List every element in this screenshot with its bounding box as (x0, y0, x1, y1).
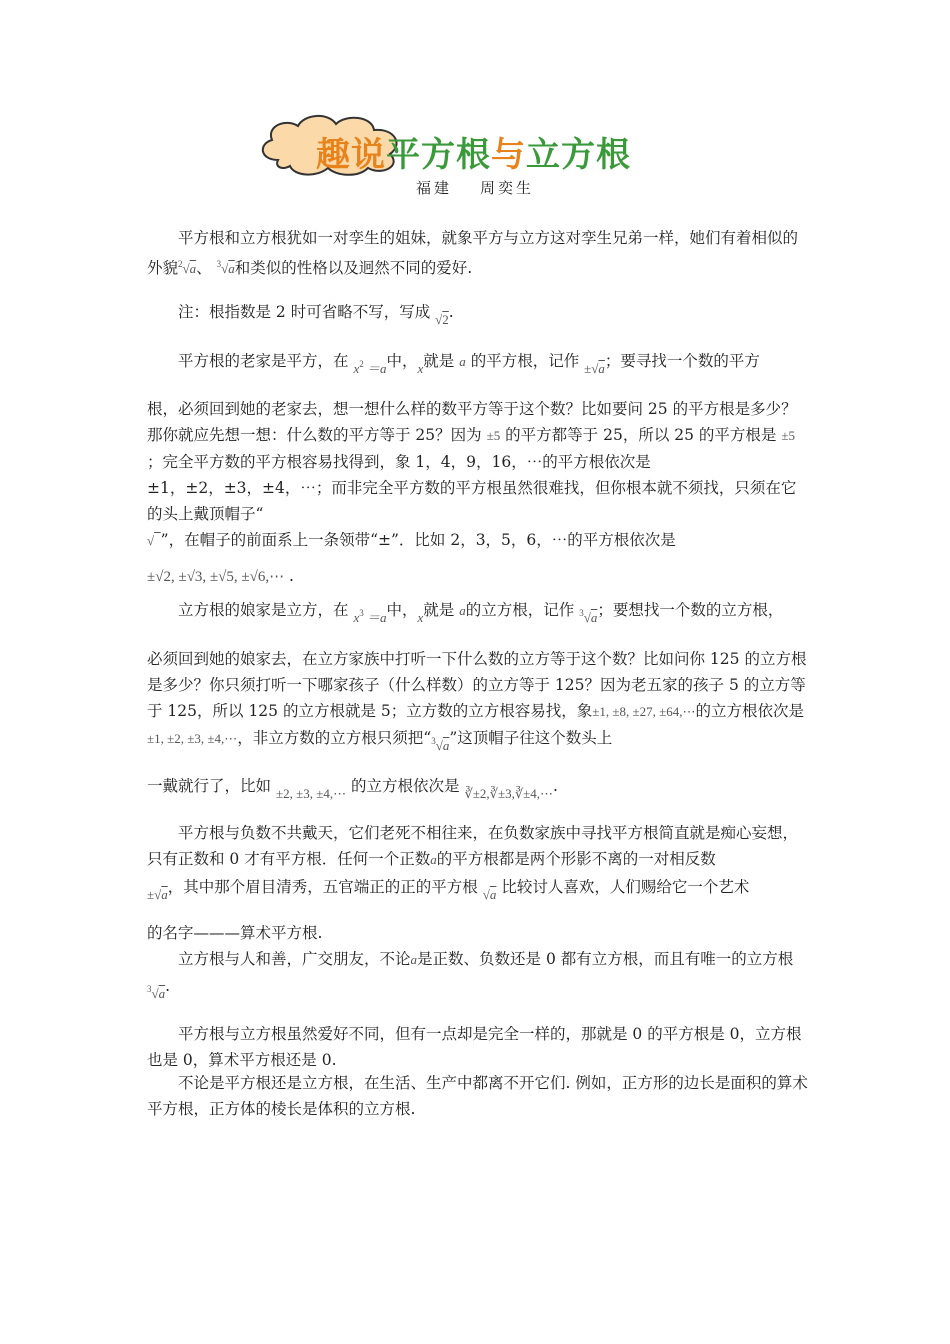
math-equation-x3 (353, 600, 386, 631)
text: 是正数、负数还是 0 都有立方根，而且有唯一的立方根 (417, 950, 794, 968)
math-radical-hat: √ (147, 533, 155, 548)
text: 中， (386, 601, 418, 619)
root-index: 3 (579, 608, 584, 618)
root-index: 2 (178, 259, 183, 269)
text: . (553, 777, 558, 795)
math-cube-roots: ±1, ±2, ±3, ±4,⋯ (147, 731, 238, 746)
variable-x: x (417, 610, 424, 625)
math-pm-5: ±5 (781, 428, 795, 443)
text: 比较讨人喜欢，人们赐给它一个艺术 (501, 878, 750, 896)
text: 平方根与负数不共戴天，它们老死不相往来，在负数家族中寻找平方根简直就是痴心妄想，只有正数和 0 才有平方根．任何一个正数 (147, 824, 799, 868)
math-equation-x2 (353, 351, 386, 382)
text: ”，在帽子的前面系上一条领带“±”．比如 2，3，5，6，⋯的平方根依次是 (160, 531, 676, 549)
variable-a: a (459, 354, 466, 369)
text: 、 (196, 259, 212, 277)
variable: x (353, 361, 360, 376)
radicand: a (590, 610, 598, 625)
paragraph-cube-examples (147, 646, 809, 759)
radicand: a (489, 887, 497, 902)
paragraph-negative-cont (147, 874, 809, 908)
math-cbrt-a: $^3$√a (579, 600, 597, 631)
radicand: a (598, 361, 605, 376)
radicand: a (228, 261, 235, 276)
text: ；要想找一个数的立方根， (597, 601, 784, 619)
paragraph-intro (147, 225, 809, 282)
text: 一戴就行了，比如 (147, 777, 272, 795)
author-name: 周奕生 (480, 179, 535, 197)
paragraph-applications (147, 1070, 809, 1122)
math-sqrt-a: √a (483, 882, 497, 908)
math-sqrt-a: $^2$√a (178, 251, 196, 282)
math-pm-5: ±5 (486, 428, 501, 443)
title-part-cube-root: 立方根 (526, 135, 631, 175)
radicand: a (189, 261, 197, 276)
variable: x (353, 610, 360, 625)
text: 的平方根都是两个形影不离的一对相反数 (436, 850, 716, 868)
text: 的名字———算术平方根. (147, 924, 323, 942)
paragraph-arith-name (147, 920, 809, 946)
paragraph-zero (147, 1021, 809, 1073)
exponent: 3 (359, 608, 364, 618)
text: 的立方根依次是 (695, 702, 805, 720)
text: 的立方根依次是 (351, 777, 460, 795)
math-pm-sqrt-a: ±√a (584, 356, 605, 382)
equation-rhs: ＝a (366, 610, 387, 625)
variable-a: a (430, 852, 437, 867)
paragraph-note (147, 299, 809, 333)
variable-x: x (417, 361, 424, 376)
math-cube-list: ±1, ±8, ±27, ±64,⋯ (592, 704, 696, 719)
text: 不论是平方根还是立方根，在生活、生产中都离不开它们. 例如，正方形的边长是面积的算术平方根，正方体的棱长是体积的立方根. (147, 1074, 808, 1118)
text: ；完全平方数的平方根容易找得到，象 1，4，9，16，⋯的平方根依次是±1，±2，±3，±4，⋯；而非完全平方数的平方根虽然很难找，但你根本就不须找，只须在它的头上戴顶帽子“ (147, 453, 797, 523)
text: 就是 (423, 601, 455, 619)
paragraph-square-home (147, 348, 809, 382)
math-cbrt-list-in: ±2, ±3, ±4,⋯ (275, 786, 347, 801)
root-index: 3 (431, 736, 436, 746)
math-cbrt-a: $^3$√a (147, 976, 165, 1007)
variable-a: a (410, 952, 418, 967)
paragraph-negative (147, 820, 809, 873)
page-title (316, 127, 631, 176)
title-part-and: 与 (491, 135, 526, 175)
author-line (416, 177, 534, 198)
title-part-fun: 趣说 (316, 135, 386, 175)
paragraph-cube-friendly (147, 946, 809, 1007)
text: 立方根的娘家是立方，在 (178, 601, 349, 619)
pm-sign: ± (584, 361, 592, 376)
math-sqrt-list: ±√2, ±√3, ±√5, ±√6,⋯ (147, 569, 285, 585)
text: 就是 (423, 352, 455, 370)
paragraph-cube-home (147, 597, 809, 631)
math-cbrt-hat: $^3$√a (431, 728, 449, 759)
text: . (448, 303, 454, 321)
text: 根，必须回到她的老家去，想一想什么样的数平方等于这个数？比如要问 25 的平方根是多少？那你就应先想一想：什么数的平方等于 25？因为 (147, 400, 797, 444)
author-place: 福建 (416, 179, 453, 197)
pm-sign: ± (147, 887, 155, 902)
root-index: 3 (216, 259, 222, 269)
text: 的平方都等于 25，所以 25 的平方根是 (505, 426, 777, 444)
text: ”这顶帽子往这个数头上 (449, 729, 613, 747)
math-pm-sqrt-a: ±√a (147, 882, 168, 908)
paragraph-square-examples (147, 396, 809, 554)
text: ，非立方数的立方根只须把“ (237, 729, 432, 747)
text: ；要寻找一个数的平方 (604, 352, 760, 370)
radicand: a (161, 887, 168, 902)
math-cbrt-list-out: ∛±2,∛±3,∛±4,⋯ (464, 786, 554, 801)
text: ，其中那个眉目清秀，五官端正的正的平方根 (167, 878, 478, 896)
radicand: a (158, 986, 166, 1001)
variable-a: a (459, 603, 466, 618)
equation-rhs: ＝a (366, 361, 387, 376)
radicand: a (442, 738, 450, 753)
text: 必须回到她的娘家去，在立方家族中打听一下什么数的立方等于这个数？比如问你 125 的立方根是多少？你只须打听一下哪家孩子（什么样数）的立方等于 125？因为老五家的孩子 5 的立方等于 125，所以 125 的立方根就是 5；立方数的立方根容易找，象 (147, 650, 807, 720)
text: 和类似的性格以及迥然不同的爱好. (234, 259, 473, 277)
radicand: 2 (442, 312, 449, 327)
math-sqrt-2: √2 (435, 312, 449, 327)
text: 中， (386, 352, 418, 370)
paragraph-cube-root-list (147, 773, 809, 807)
text: 注：根指数是 2 时可省略不写，写成 (178, 303, 431, 321)
text: 平方根与立方根虽然爱好不同，但有一点却是完全一样的，那就是 0 的平方根是 0，立方根也是 0，算术平方根还是 0. (147, 1025, 802, 1069)
title-part-square-root: 平方根 (386, 135, 491, 175)
math-cbrt-a: $^3$√a (217, 251, 235, 282)
text: 平方根和立方根犹如一对孪生的姐妹，就象平方与立方这对孪生兄弟一样，她们有着相似的外貌 (147, 229, 799, 277)
text: . (165, 977, 171, 995)
text: 平方根的老家是平方，在 (178, 352, 349, 370)
text: 的平方根，记作 (470, 352, 580, 370)
text: 的立方根，记作 (465, 601, 575, 619)
formula-sqrt-list: ±√2, ±√3, ±√5, ±√6,⋯ . (147, 563, 809, 590)
exponent: 2 (359, 359, 364, 369)
root-index: 3 (147, 984, 152, 994)
text: 立方根与人和善，广交朋友，不论 (178, 950, 411, 968)
